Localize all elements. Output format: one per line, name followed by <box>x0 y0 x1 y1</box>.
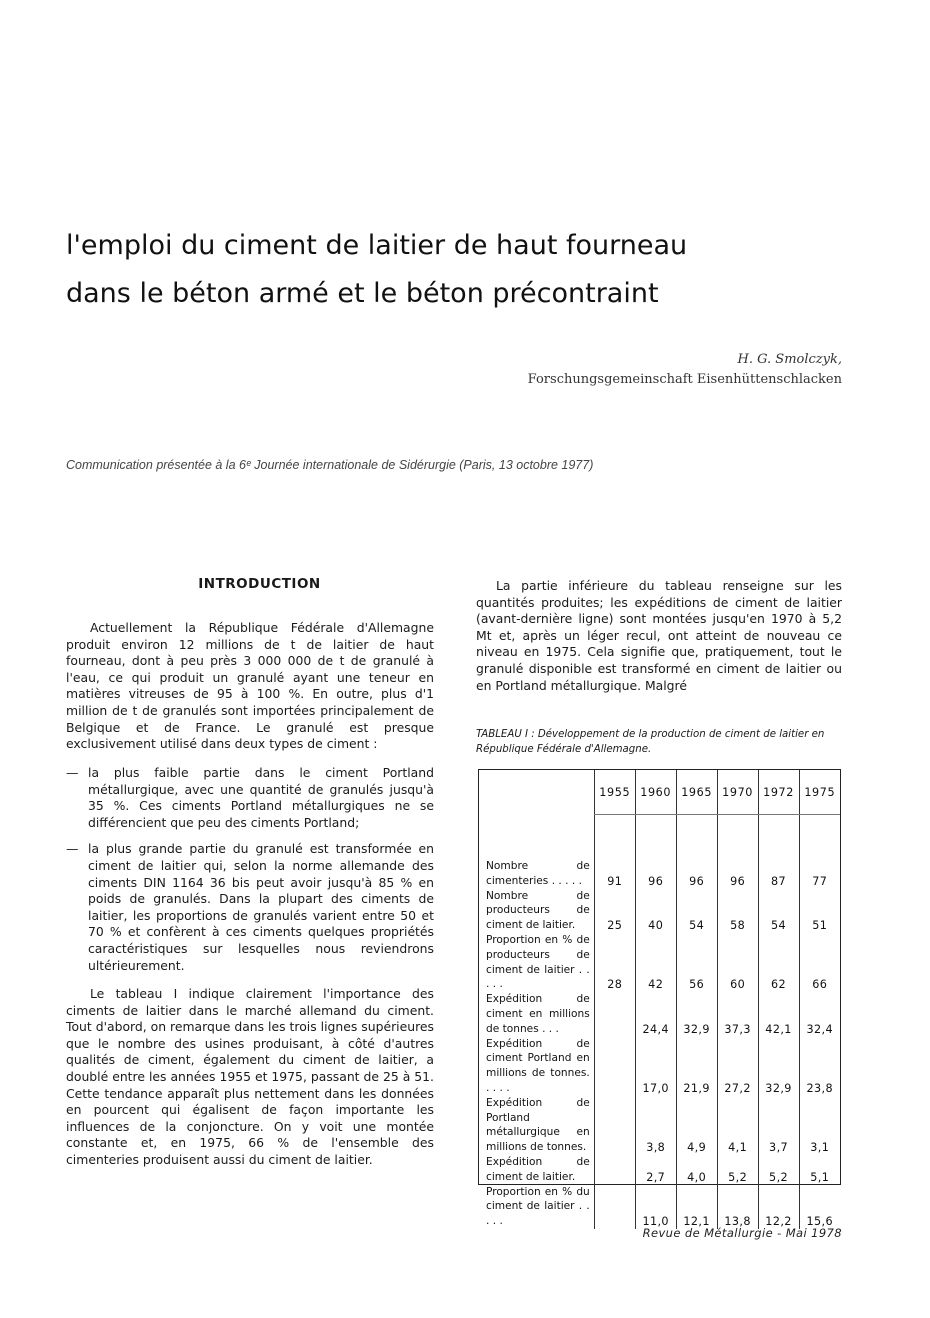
row-label: Nombre de cimenteries . . . . . <box>486 860 590 887</box>
table-cell: 5,2 <box>717 1155 758 1185</box>
table-cell: 56 <box>676 933 717 992</box>
table-row <box>479 889 840 933</box>
table-cell: 12,1 <box>676 1185 717 1229</box>
row-label: Expédition de ciment de laitier. <box>486 1155 590 1183</box>
table-cell: 2,7 <box>635 1155 676 1185</box>
table-cell <box>594 1037 635 1096</box>
table-spacer-row <box>479 815 840 860</box>
table-cell: 42,1 <box>758 992 799 1036</box>
year-header: 1965 <box>676 770 717 815</box>
table-cell: 15,6 <box>799 1185 840 1229</box>
year-header: 1955 <box>594 770 635 815</box>
table-cell: 40 <box>635 889 676 933</box>
table-cell: 62 <box>758 933 799 992</box>
table-cell: 42 <box>635 933 676 992</box>
title-line-2: dans le béton armé et le béton précontraint <box>66 278 659 309</box>
table-cell: 91 <box>594 859 635 889</box>
table-cell: 58 <box>717 889 758 933</box>
table-cell: 21,9 <box>676 1037 717 1096</box>
row-label: Expédition de ciment Portland en millions de tonnes. . . . . <box>486 1037 590 1094</box>
table-caption: TABLEAU I : Développement de la production de ciment de laitier en République Fédérale d'Allemagne. <box>476 729 825 755</box>
table-cell: 24,4 <box>635 992 676 1036</box>
title-line-1: l'emploi du ciment de laitier de haut fourneau <box>66 230 688 261</box>
row-label: Expédition de Portland métallurgique en millions de tonnes. <box>486 1096 590 1154</box>
year-header: 1972 <box>758 770 799 815</box>
table-cell: 28 <box>594 933 635 992</box>
table-cell: 23,8 <box>799 1037 840 1096</box>
table-header-row <box>479 770 840 815</box>
table-cell: 5,2 <box>758 1155 799 1185</box>
table-cell: 11,0 <box>635 1185 676 1229</box>
intro-paragraph-3: Le tableau I indique clairement l'importance des ciments de laitier dans le marché allemand du ciment. Tout d'abord, on remarque dans les trois lignes supérieures que le nombre des usines produisant, à côté d'autres qualités de ciment, également du ciment de laitier, a doublé entre les années 1955 et 1975, passant de 25 à 51. Cette tendance apparaît plus nettement dans les données en pourcent qui égalisent de façon importante les influences de la conjoncture. On y voit une montée constante et, en 1975, 66 % de l'ensemble des cimenteries produisent aussi du ciment de laitier. <box>66 986 434 1167</box>
intro-paragraph-1: Actuellement la République Fédérale d'Allemagne produit environ 12 millions de t de laitier de haut fourneau, dont à peu près 3 000 000 de t de granulé à l'eau, ce qui produit un granulé ayant une teneur en matières vitreuses de 95 à 100 %. En outre, plus d'1 million de t de granulés sont importées principalement de Belgique et de France. Le granulé est presque exclusivement utilisé dans deux types de ciment : <box>66 620 434 752</box>
table-cell <box>594 1096 635 1155</box>
table-frame <box>478 769 841 1228</box>
section-heading-introduction: INTRODUCTION <box>198 576 321 592</box>
table-cell: 51 <box>799 889 840 933</box>
list-item <box>66 841 434 974</box>
list-dash: — <box>66 841 79 857</box>
list-item-text: la plus faible partie dans le ciment Portland métallurgique, avec une quantité de granulés jusqu'à 35 %. Ces ciments Portland métallurgiques ne se différencient que peu des ciments Portland; <box>88 765 434 830</box>
communication-note: Communication présentée à la 6ᵉ Journée internationale de Sidérurgie (Paris, 13 octobre 1977) <box>66 458 594 472</box>
journal-footer: Revue de Métallurgie - Mai 1978 <box>642 1226 842 1240</box>
table-cell: 3,7 <box>758 1096 799 1155</box>
table-cell: 32,4 <box>799 992 840 1036</box>
table-row <box>479 1155 840 1185</box>
table-cell: 5,1 <box>799 1155 840 1185</box>
row-label: Nombre de producteurs de ciment de laitier. <box>486 889 590 932</box>
row-label: Proportion en % du ciment de laitier . . . . . <box>486 1185 590 1228</box>
table-cell: 60 <box>717 933 758 992</box>
table-cell: 25 <box>594 889 635 933</box>
table-corner <box>479 770 594 815</box>
data-table <box>479 770 840 1229</box>
table-cell: 32,9 <box>758 1037 799 1096</box>
table-cell: 4,0 <box>676 1155 717 1185</box>
table-row <box>479 1096 840 1155</box>
table-row <box>479 1185 840 1229</box>
table-row <box>479 933 840 992</box>
table-cell: 4,9 <box>676 1096 717 1155</box>
table-cell: 13,8 <box>717 1185 758 1229</box>
table-cell: 4,1 <box>717 1096 758 1155</box>
table-cell: 54 <box>676 889 717 933</box>
table-row <box>479 1037 840 1096</box>
author-name: H. G. Smolczyk, <box>737 352 842 367</box>
list-dash: — <box>66 765 79 780</box>
table-cell: 96 <box>676 859 717 889</box>
year-header: 1970 <box>717 770 758 815</box>
intro-dash-list <box>66 765 434 984</box>
table-cell: 66 <box>799 933 840 992</box>
list-item-text: la plus grande partie du granulé est transformée en ciment de laitier qui, selon la norme allemande des ciments DIN 1164 36 bis peut avoir jusqu'à 85 % en poids de granulés. Dans la plupart des ciments de laitier, les proportions de granulés varient entre 50 et 70 % et confèrent à ces ciments quelques propriétés caractéristiques sur lesquelles nous reviendrons ultérieurement. <box>88 841 434 973</box>
table-cell: 3,8 <box>635 1096 676 1155</box>
table-cell: 87 <box>758 859 799 889</box>
author-block <box>528 350 842 390</box>
table-cell: 77 <box>799 859 840 889</box>
right-column-paragraph-1: La partie inférieure du tableau renseigne sur les quantités produites; les expéditions de ciment de laitier (avant-dernière ligne) sont montées jusqu'en 1970 à 5,2 Mt et, après un léger recul, ont atteint de nouveau ce niveau en 1975. Cela signifie que, pratiquement, tout le granulé disponible est transformé en ciment de laitier ou en Portland métallurgique. Malgré <box>476 578 842 693</box>
table-cell: 32,9 <box>676 992 717 1036</box>
table-cell: 96 <box>635 859 676 889</box>
table-cell <box>594 1155 635 1185</box>
author-affiliation: Forschungsgemeinschaft Eisenhüttenschlacken <box>527 372 842 387</box>
table-cell: 27,2 <box>717 1037 758 1096</box>
year-header: 1960 <box>635 770 676 815</box>
table-cell: 3,1 <box>799 1096 840 1155</box>
table-row <box>479 859 840 889</box>
row-label: Proportion en % de producteurs de ciment de laitier . . . . . <box>486 933 590 991</box>
list-item <box>66 765 434 831</box>
table-row <box>479 992 840 1036</box>
table-cell: 54 <box>758 889 799 933</box>
row-label: Expédition de ciment en millions de tonnes . . . <box>486 993 590 1035</box>
table-cell: 17,0 <box>635 1037 676 1096</box>
year-header: 1975 <box>799 770 840 815</box>
table-cell <box>594 992 635 1036</box>
table-cell: 96 <box>717 859 758 889</box>
table-cell <box>594 1185 635 1229</box>
table-cell: 37,3 <box>717 992 758 1036</box>
table-cell: 12,2 <box>758 1185 799 1229</box>
article-title <box>66 222 866 318</box>
